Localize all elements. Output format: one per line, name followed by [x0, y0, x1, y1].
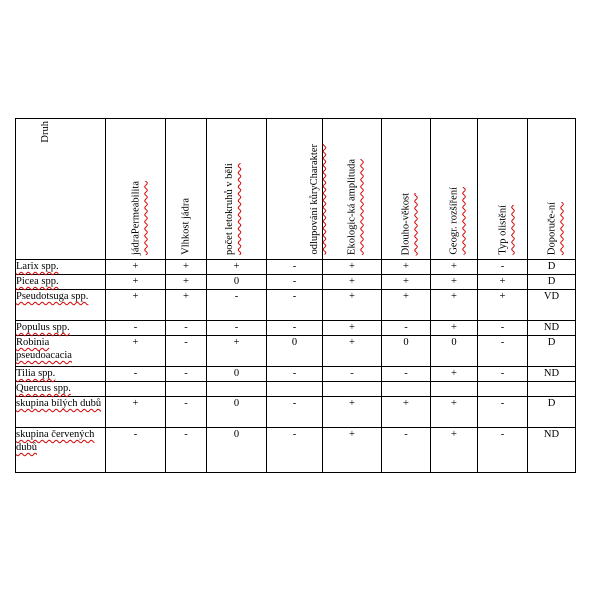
species-name: Populus spp.: [16, 321, 106, 336]
value-cell: [106, 382, 166, 397]
header-label: jádraPermeabilita: [130, 180, 141, 255]
value-cell: +: [431, 321, 478, 336]
value-cell: 0: [207, 367, 267, 382]
header-label: Dlouho-věkost: [400, 192, 412, 255]
value-cell: ND: [528, 428, 576, 473]
header-label: Geogr. rozšíření: [448, 187, 460, 255]
value-cell: -: [106, 321, 166, 336]
species-name: Tilia spp.: [16, 367, 106, 382]
header-cell-sapwood-rings: [207, 119, 267, 260]
value-cell: +: [207, 336, 267, 367]
value-cell: +: [106, 397, 166, 428]
value-cell: +: [431, 260, 478, 275]
value-cell: D: [528, 336, 576, 367]
header-row: [16, 119, 576, 260]
value-cell: 0: [207, 397, 267, 428]
header-label: Typ olistění: [497, 205, 508, 255]
value-cell: -: [267, 290, 323, 321]
header-label: Ekologic-ká amplituda: [346, 159, 358, 255]
table-row: [16, 428, 576, 473]
value-cell: +: [207, 260, 267, 275]
value-cell: +: [166, 260, 207, 275]
header-label: počet letokruhů v běli: [223, 163, 235, 255]
header-cell-permeability: [106, 119, 166, 260]
table-row: [16, 382, 576, 397]
value-cell: -: [267, 275, 323, 290]
value-cell: -: [106, 367, 166, 382]
value-cell: -: [478, 367, 528, 382]
value-cell: 0: [431, 336, 478, 367]
value-cell: +: [382, 275, 431, 290]
value-cell: -: [207, 321, 267, 336]
value-cell: +: [431, 397, 478, 428]
value-cell: +: [106, 290, 166, 321]
value-cell: 0: [267, 336, 323, 367]
value-cell: -: [166, 367, 207, 382]
value-cell: -: [267, 367, 323, 382]
value-cell: -: [478, 428, 528, 473]
value-cell: +: [323, 275, 382, 290]
value-cell: D: [528, 275, 576, 290]
value-cell: [382, 382, 431, 397]
table-row: [16, 275, 576, 290]
value-cell: -: [166, 397, 207, 428]
value-cell: -: [267, 260, 323, 275]
value-cell: D: [528, 260, 576, 275]
value-cell: 0: [207, 275, 267, 290]
value-cell: +: [431, 275, 478, 290]
value-cell: -: [478, 397, 528, 428]
value-cell: -: [382, 428, 431, 473]
header-cell-longevity: [382, 119, 431, 260]
value-cell: [478, 382, 528, 397]
species-name: Larix spp.: [16, 260, 106, 275]
value-cell: 0: [382, 336, 431, 367]
value-cell: +: [382, 290, 431, 321]
value-cell: -: [267, 321, 323, 336]
value-cell: -: [478, 336, 528, 367]
value-cell: VD: [528, 290, 576, 321]
value-cell: +: [431, 367, 478, 382]
value-cell: +: [323, 336, 382, 367]
species-name: Robinia pseudoacacia: [16, 336, 106, 367]
value-cell: +: [478, 290, 528, 321]
value-cell: +: [382, 260, 431, 275]
value-cell: [267, 382, 323, 397]
value-cell: +: [106, 260, 166, 275]
value-cell: +: [323, 428, 382, 473]
value-cell: +: [478, 275, 528, 290]
species-name: Pseudotsuga spp.: [16, 290, 106, 321]
header-label: Vlhkost jádra: [180, 198, 192, 255]
value-cell: ND: [528, 367, 576, 382]
header-label: odlupování kůryCharakter: [309, 144, 320, 255]
header-cell-recommendation: [528, 119, 576, 260]
value-cell: -: [166, 428, 207, 473]
header-label: Druh: [40, 121, 51, 143]
value-cell: -: [267, 428, 323, 473]
value-cell: +: [106, 336, 166, 367]
value-cell: -: [478, 321, 528, 336]
table-row: [16, 367, 576, 382]
value-cell: +: [323, 321, 382, 336]
value-cell: [431, 382, 478, 397]
value-cell: +: [106, 275, 166, 290]
header-label: Doporuče-ní: [546, 201, 557, 255]
value-cell: +: [431, 290, 478, 321]
table-row: [16, 260, 576, 275]
header-cell-ecological-amplitude: [323, 119, 382, 260]
value-cell: -: [323, 367, 382, 382]
value-cell: [207, 382, 267, 397]
species-comparison-table: [15, 118, 576, 473]
header-cell-foliage: [478, 119, 528, 260]
value-cell: [528, 382, 576, 397]
species-name: skupina červených dubů: [16, 428, 106, 473]
value-cell: +: [323, 397, 382, 428]
value-cell: -: [166, 336, 207, 367]
value-cell: 0: [207, 428, 267, 473]
header-cell-distribution: [431, 119, 478, 260]
value-cell: -: [382, 367, 431, 382]
species-name: skupina bílých dubů: [16, 397, 106, 428]
value-cell: +: [323, 290, 382, 321]
table-row: [16, 336, 576, 367]
value-cell: +: [431, 428, 478, 473]
value-cell: -: [267, 397, 323, 428]
header-cell-moisture: [166, 119, 207, 260]
table-row: [16, 321, 576, 336]
value-cell: ND: [528, 321, 576, 336]
value-cell: [323, 382, 382, 397]
value-cell: -: [207, 290, 267, 321]
table-row: [16, 397, 576, 428]
value-cell: -: [106, 428, 166, 473]
value-cell: +: [166, 290, 207, 321]
header-cell-bark: [267, 119, 323, 260]
value-cell: D: [528, 397, 576, 428]
species-name: Picea spp.: [16, 275, 106, 290]
value-cell: +: [382, 397, 431, 428]
value-cell: -: [478, 260, 528, 275]
value-cell: -: [382, 321, 431, 336]
value-cell: -: [166, 321, 207, 336]
header-cell-species: [16, 119, 106, 260]
value-cell: +: [166, 275, 207, 290]
species-name: Quercus spp.: [16, 382, 106, 397]
value-cell: +: [323, 260, 382, 275]
value-cell: [166, 382, 207, 397]
table-row: [16, 290, 576, 321]
